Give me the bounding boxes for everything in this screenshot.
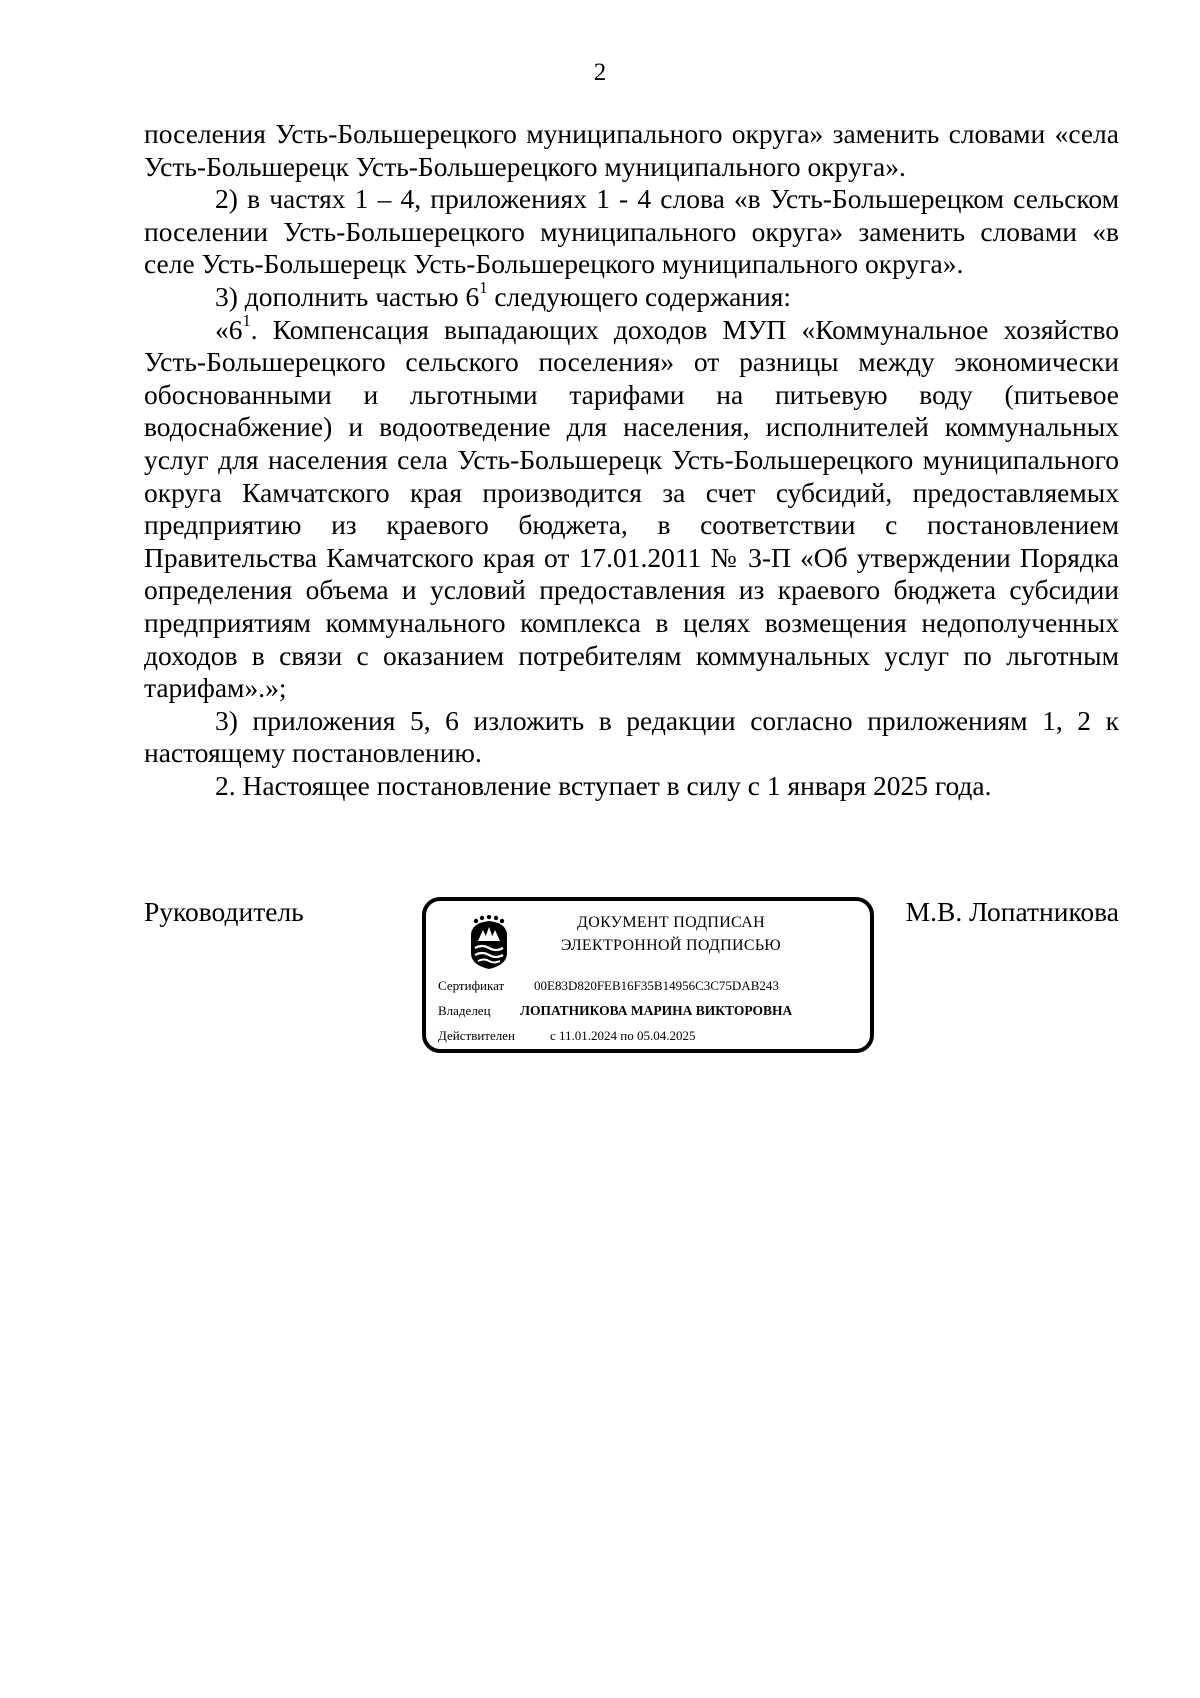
certificate-row (438, 978, 779, 994)
paragraph-4 (144, 310, 1119, 705)
paragraph-3-text-b: следующего содержания: (487, 280, 792, 312)
stamp-title-line-2: ЭЛЕКТРОННОЙ ПОДПИСЬЮ (560, 937, 782, 954)
page-number: 2 (593, 59, 607, 86)
certificate-value: 00E83D820FEB16F35B14956C3C75DAB243 (534, 978, 779, 993)
paragraph-3 (144, 278, 1119, 314)
document-body (144, 118, 1119, 802)
owner-value: ЛОПАТНИКОВА МАРИНА ВИКТОРОВНА (520, 1003, 793, 1018)
validity-label: Действителен (438, 1028, 515, 1043)
certificate-label: Сертификат (438, 978, 505, 993)
owner-label: Владелец (438, 1003, 491, 1018)
paragraph-6: 2. Настоящее постановление вступает в силу с 1 января 2025 года. (215, 769, 992, 801)
signer-position: Руководитель (144, 896, 304, 927)
stamp-title (546, 911, 796, 957)
electronic-signature-stamp (422, 897, 874, 1053)
signer-name: М.В. Лопатникова (905, 896, 1119, 927)
paragraph-4-text-a: «6 (215, 313, 243, 345)
stamp-title-line-1: ДОКУМЕНТ ПОДПИСАН (577, 914, 765, 931)
paragraph-3-text-a: 3) дополнить частью 6 (215, 280, 480, 312)
owner-row (438, 1003, 792, 1019)
paragraph-4-superscript: 1 (242, 310, 251, 330)
validity-row (438, 1028, 696, 1044)
paragraph-2: 2) в частях 1 – 4, приложениях 1 - 4 слова «в Усть-Большерецком сельском поселении Усть-Большерецкого муниципального округа» заменить словами «в селе Усть-Большерецк Усть-Большерецкого муниципального округа». (144, 183, 1119, 280)
validity-value: с 11.01.2024 по 05.04.2025 (550, 1028, 696, 1043)
paragraph-3-superscript: 1 (479, 278, 488, 298)
paragraph-1: поселения Усть-Большерецкого муниципального округа» заменить словами «села Усть-Большерецк Усть-Большерецкого муниципального округа». (144, 118, 1119, 182)
kamchatka-emblem-icon (466, 915, 512, 971)
paragraph-4-text-b: . Компенсация выпадающих доходов МУП «Коммунальное хозяйство Усть-Большерецкого сельского поселения» от разницы между экономически обоснованными и льготными тарифами на питьевую воду (питьевое водоснабжение) и водоотведение для населения, исполнителей коммунальных услуг для населения села Усть-Большерецк Усть-Большерецкого муниципального округа Камчатского края производится за счет субсидий, предоставляемых предприятию из краевого бюджета, в соответствии с постановлением Правительства Камчатского края от 17.01.2011 № 3-П «Об утверждении Порядка определения объема и условий предоставления из краевого бюджета субсидии предприятиям коммунального комплекса в целях возмещения недополученных доходов в связи с оказанием потребителям коммунальных услуг по льготным тарифам».»; (144, 313, 1119, 704)
paragraph-5: 3) приложения 5, 6 изложить в редакции согласно приложениям 1, 2 к настоящему постановлению. (144, 704, 1119, 769)
